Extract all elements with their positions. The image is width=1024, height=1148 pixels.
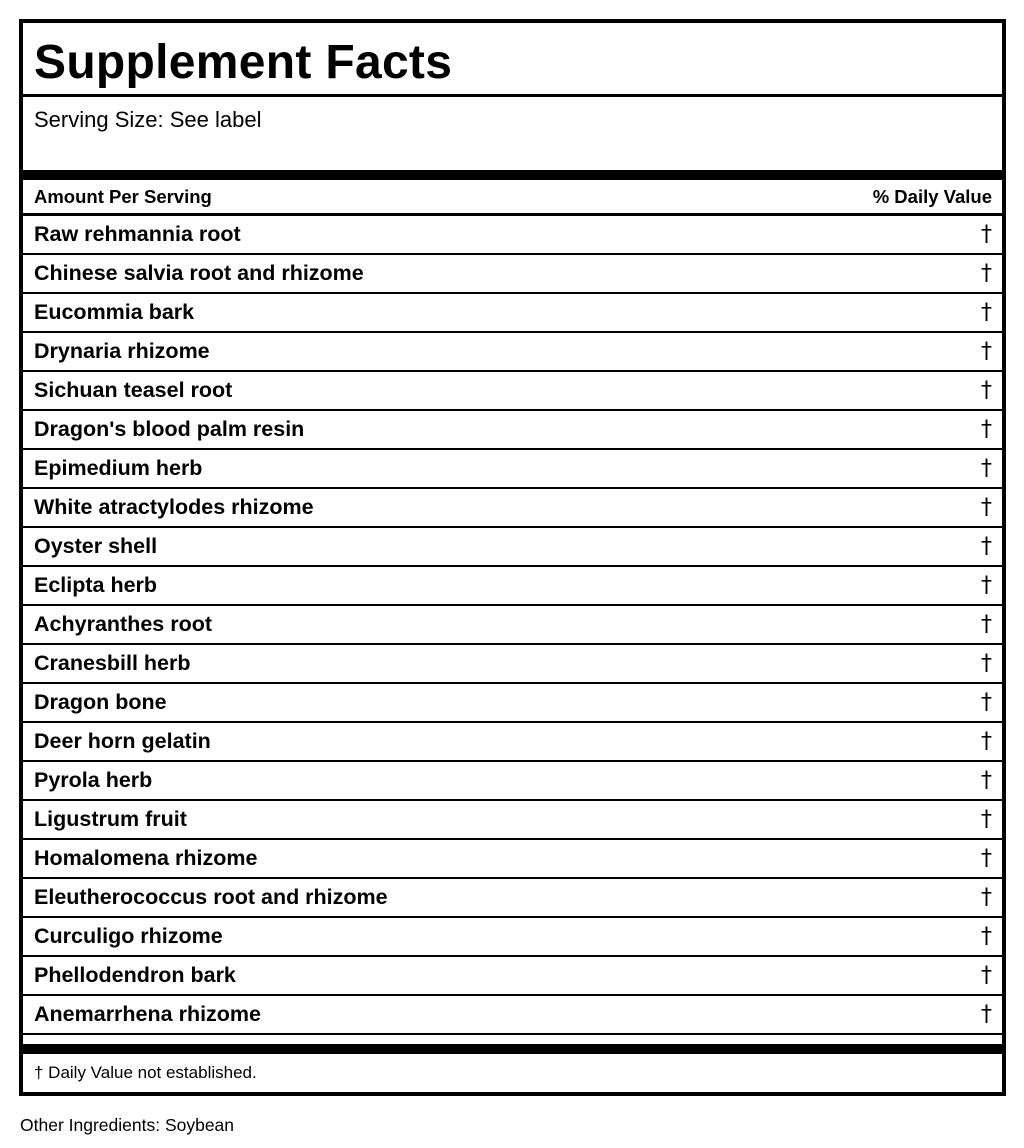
ingredient-row <box>23 333 1002 372</box>
ingredient-name: Anemarrhena rhizome <box>34 1002 262 1026</box>
ingredient-name: Cranesbill herb <box>34 651 191 675</box>
ingredient-row <box>23 450 1002 489</box>
ingredient-name: White atractylodes rhizome <box>34 495 314 519</box>
ingredient-row <box>23 762 1002 801</box>
ingredient-row <box>23 216 1002 255</box>
title-section <box>23 23 1002 97</box>
daily-value-dagger: † <box>981 612 992 637</box>
daily-value-dagger: † <box>981 261 992 286</box>
daily-value-dagger: † <box>981 729 992 754</box>
daily-value-dagger: † <box>981 456 992 481</box>
other-ingredients: Other Ingredients: Soybean <box>20 1115 235 1135</box>
daily-value-dagger: † <box>981 690 992 715</box>
ingredient-name: Drynaria rhizome <box>34 339 210 363</box>
ingredient-name: Deer horn gelatin <box>34 729 211 753</box>
ingredient-name: Curculigo rhizome <box>34 924 223 948</box>
ingredient-row <box>23 957 1002 996</box>
serving-size-section <box>23 97 1002 180</box>
page-title: Supplement Facts <box>34 36 453 89</box>
daily-value-dagger: † <box>981 339 992 364</box>
ingredient-name: Pyrola herb <box>34 768 153 792</box>
daily-value-dagger: † <box>981 807 992 832</box>
ingredient-name: Eucommia bark <box>34 300 195 324</box>
ingredient-name: Achyranthes root <box>34 612 213 636</box>
ingredient-row <box>23 255 1002 294</box>
daily-value-dagger: † <box>981 417 992 442</box>
ingredient-name: Epimedium herb <box>34 456 203 480</box>
ingredient-row <box>23 684 1002 723</box>
ingredient-name: Oyster shell <box>34 534 158 558</box>
daily-value-dagger: † <box>981 534 992 559</box>
ingredient-row <box>23 294 1002 333</box>
supplement-facts-panel <box>19 19 1006 1096</box>
daily-value-dagger: † <box>981 1002 992 1027</box>
ingredient-row <box>23 528 1002 567</box>
ingredient-name: Homalomena rhizome <box>34 846 258 870</box>
daily-value-dagger: † <box>981 963 992 988</box>
daily-value-dagger: † <box>981 846 992 871</box>
daily-value-dagger: † <box>981 768 992 793</box>
daily-value-dagger: † <box>981 885 992 910</box>
daily-value-dagger: † <box>981 651 992 676</box>
daily-value-dagger: † <box>981 222 992 247</box>
ingredient-list <box>23 216 1002 1035</box>
ingredient-name: Chinese salvia root and rhizome <box>34 261 364 285</box>
daily-value-dagger: † <box>981 300 992 325</box>
ingredient-name: Phellodendron bark <box>34 963 236 987</box>
daily-value-dagger: † <box>981 924 992 949</box>
ingredient-row <box>23 879 1002 918</box>
ingredient-row <box>23 918 1002 957</box>
ingredient-row <box>23 606 1002 645</box>
amount-per-serving-header: Amount Per Serving <box>34 185 212 207</box>
footnote: † Daily Value not established. <box>34 1063 257 1082</box>
daily-value-dagger: † <box>981 495 992 520</box>
ingredient-name: Dragon bone <box>34 690 167 714</box>
ingredient-row <box>23 645 1002 684</box>
ingredient-row <box>23 996 1002 1035</box>
ingredient-row <box>23 411 1002 450</box>
divider-thick <box>23 1035 1002 1054</box>
ingredient-row <box>23 801 1002 840</box>
ingredient-name: Raw rehmannia root <box>34 222 241 246</box>
ingredient-row <box>23 723 1002 762</box>
ingredient-row <box>23 489 1002 528</box>
ingredient-row <box>23 372 1002 411</box>
ingredient-row <box>23 840 1002 879</box>
ingredient-name: Dragon's blood palm resin <box>34 417 305 441</box>
ingredient-name: Sichuan teasel root <box>34 378 233 402</box>
daily-value-header: % Daily Value <box>872 185 992 207</box>
daily-value-dagger: † <box>981 378 992 403</box>
daily-value-dagger: † <box>981 573 992 598</box>
ingredient-name: Eclipta herb <box>34 573 158 597</box>
ingredient-name: Eleutherococcus root and rhizome <box>34 885 388 909</box>
serving-size: Serving Size: See label <box>34 107 262 132</box>
column-header-row <box>23 180 1002 216</box>
ingredient-row <box>23 567 1002 606</box>
ingredient-name: Ligustrum fruit <box>34 807 187 831</box>
